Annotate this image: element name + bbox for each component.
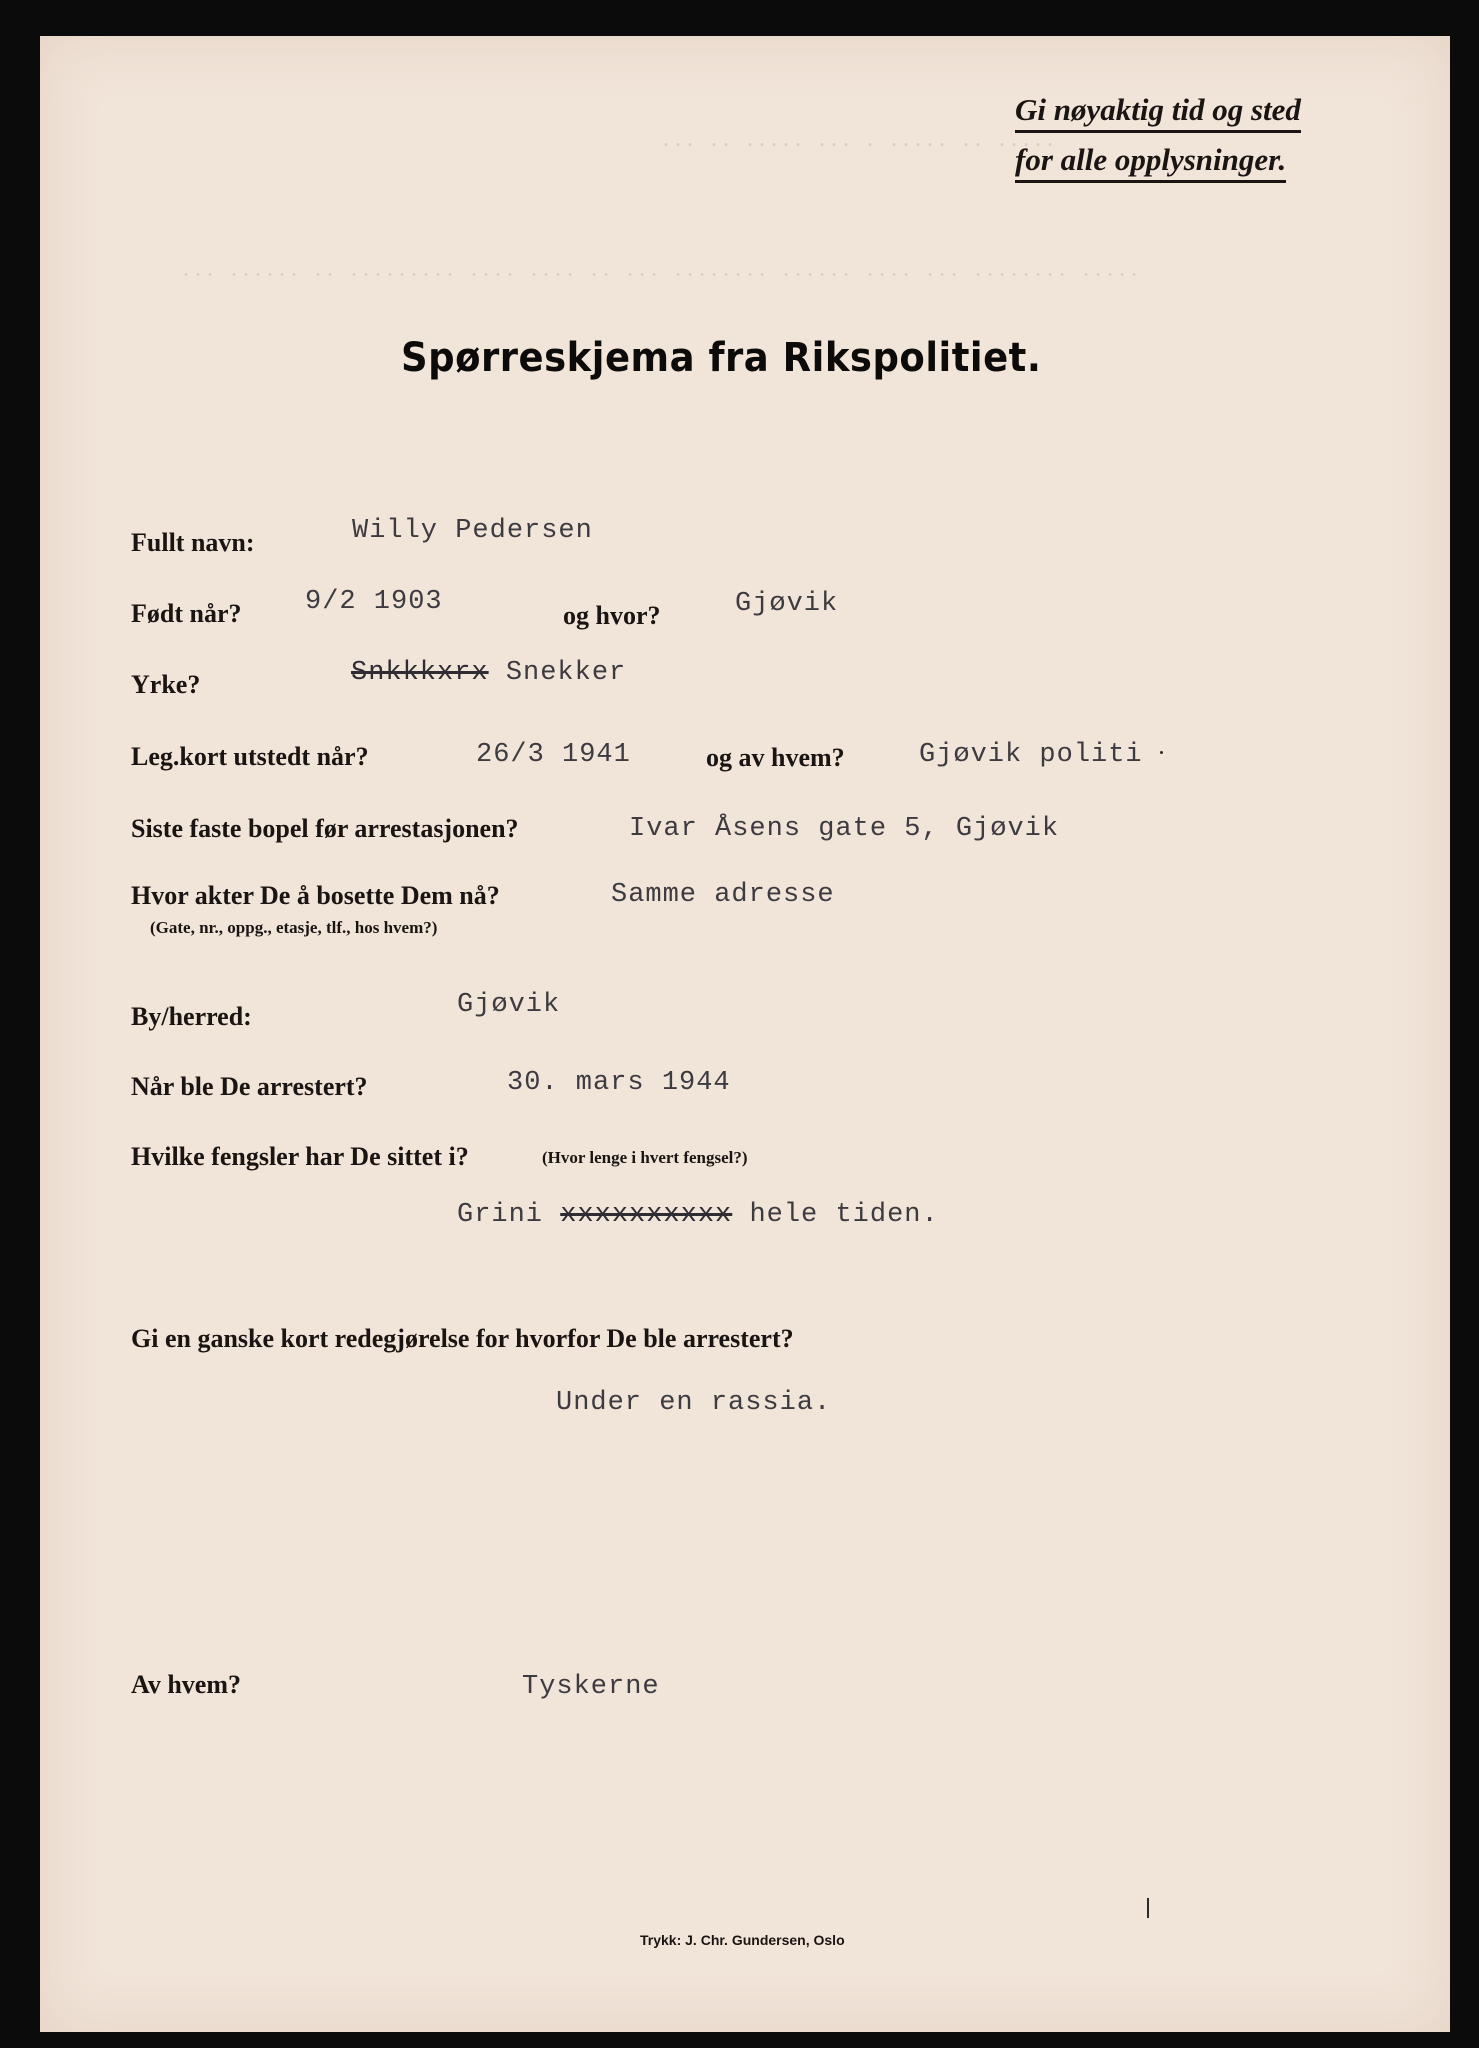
settle-where-value: Samme adresse bbox=[611, 880, 835, 910]
by-whom-label: Av hvem? bbox=[131, 1670, 242, 1699]
occupation-text: Snekker bbox=[505, 658, 627, 688]
town-label: By/herred: bbox=[131, 1002, 252, 1031]
arrested-when-value: 30. mars 1944 bbox=[507, 1068, 731, 1098]
full-name-label: Fullt navn: bbox=[131, 528, 255, 557]
born-where-label: og hvor? bbox=[563, 601, 661, 630]
prisons-text-start: Grini bbox=[457, 1200, 544, 1230]
form-sheet bbox=[40, 36, 1450, 2032]
born-when-value: 9/2 1903 bbox=[305, 587, 443, 617]
prisons-struck-text: xxxxxxxxxx bbox=[560, 1200, 733, 1230]
occupation-label: Yrke? bbox=[131, 670, 201, 699]
prisons-value bbox=[457, 1200, 939, 1230]
town-value: Gjøvik bbox=[457, 990, 561, 1020]
prisons-label: Hvilke fengsler har De sittet i? bbox=[131, 1142, 469, 1171]
printer-credit: Trykk: J. Chr. Gundersen, Oslo bbox=[640, 1932, 845, 1948]
id-issued-when-value: 26/3 1941 bbox=[476, 740, 631, 770]
settle-where-hint: (Gate, nr., oppg., etasje, tlf., hos hvem?) bbox=[150, 918, 438, 937]
header-note-line2: for alle opplysninger. bbox=[1015, 142, 1286, 183]
last-address-value: Ivar Åsens gate 5, Gjøvik bbox=[629, 814, 1060, 844]
id-issued-by-value: Gjøvik politi bbox=[919, 740, 1143, 770]
arrested-when-label: Når ble De arrestert? bbox=[131, 1072, 368, 1101]
reason-label: Gi en ganske kort redegjørelse for hvorfor De ble arrestert? bbox=[131, 1324, 794, 1353]
id-issued-when-label: Leg.kort utstedt når? bbox=[131, 742, 369, 771]
bleed-through-text: ··· ·· ····· ··· · ····· ·· ····· bbox=[660, 134, 1057, 157]
prisons-text-end: hele tiden. bbox=[749, 1200, 939, 1230]
last-address-label: Siste faste bopel før arrestasjonen? bbox=[131, 814, 519, 843]
stray-mark bbox=[1147, 1898, 1149, 1918]
id-issued-by-label: og av hvem? bbox=[706, 743, 845, 772]
full-name-value: Willy Pedersen bbox=[352, 516, 593, 546]
born-when-label: Født når? bbox=[131, 599, 242, 628]
born-where-value: Gjøvik bbox=[735, 589, 839, 619]
form-title: Spørreskjema fra Rikspolitiet. bbox=[401, 334, 1042, 381]
bleed-through-text: ··· ······ ·· ········· ···· ···· ·· ··· ········ ······ ···· ··· ········ ····· bbox=[180, 264, 1141, 287]
by-whom-value: Tyskerne bbox=[522, 1672, 660, 1702]
reason-value: Under en rassia. bbox=[556, 1388, 832, 1418]
prisons-hint: (Hvor lenge i hvert fengsel?) bbox=[542, 1148, 748, 1167]
settle-where-label: Hvor akter De å bosette Dem nå? bbox=[131, 881, 500, 910]
occupation-struck-text: Snkkkxrx bbox=[351, 658, 489, 688]
occupation-value bbox=[351, 658, 626, 688]
header-note-line1: Gi nøyaktig tid og sted bbox=[1015, 92, 1301, 133]
stray-mark bbox=[1160, 751, 1163, 754]
